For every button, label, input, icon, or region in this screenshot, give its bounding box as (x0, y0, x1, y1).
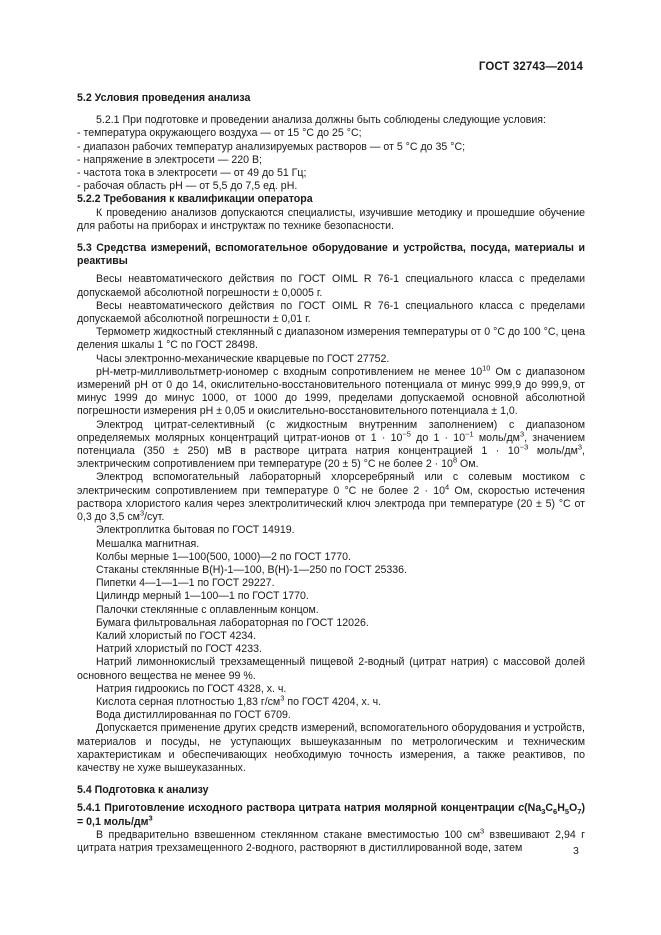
condition-item: - частота тока в электросети — от 49 до 51 Гц; (77, 167, 307, 180)
equipment-item: Цилиндр мерный 1—100—1 по ГОСТ 1770. (96, 590, 309, 603)
equipment-item: Электроплитка бытовая по ГОСТ 14919. (96, 524, 295, 537)
equipment-item: Бумага фильтровальная лабораторная по ГОСТ 12026. (96, 616, 369, 629)
paragraph-aux-electrode: Электрод вспомогательный лабораторный хлорсеребряный или с солевым мостиком с электрическим сопротивлением при температуре 0 °С не более $2 \cdot 10^4$ Ом, скоростью истечения раствора хлористого калия через электролитический ключ электрода при температуре (20 ± 5) °С от 0,3 до 3,5 $см^3$/сут. (77, 471, 585, 524)
section-5-2-2-title: 5.2.2 Требования к квалификации оператора (77, 193, 313, 206)
document-body (77, 92, 585, 855)
equipment-item: Пипетки 4—1—1—1 по ГОСТ 29227. (96, 577, 275, 590)
paragraph: Термометр жидкостный стеклянный с диапазоном измерения температуры от 0 °С до 100 °С, цена деления шкалы 1 °С по ГОСТ 28498. (77, 326, 585, 352)
equipment-item: Натрий хлористый по ГОСТ 4233. (96, 643, 262, 656)
paragraph: Часы электронно-механические кварцевые по ГОСТ 27752. (96, 352, 390, 365)
paragraph: Натрий лимоннокислый трехзамещенный пищевой 2-водный (цитрат натрия) с массовой долей основного вещества не менее 99 %. (77, 656, 585, 682)
section-5-4-1-title: 5.4.1 Приготовление исходного раствора цитрата натрия молярной концентрации $c(Na_3C_6H_5O_7) = 0,1$ моль/$дм^3$ (77, 802, 585, 828)
equipment-item: Стаканы стеклянные В(Н)-1—100, В(Н)-1—250 по ГОСТ 25336. (96, 563, 408, 576)
equipment-item: Колбы мерные 1—100(500, 1000)—2 по ГОСТ 1770. (96, 550, 351, 563)
equipment-item: Калий хлористый по ГОСТ 4234. (96, 629, 257, 642)
equipment-item: Мешалка магнитная. (96, 537, 200, 550)
section-5-4-title: 5.4 Подготовка к анализу (77, 784, 209, 797)
paragraph: Натрия гидроокись по ГОСТ 4328, х. ч. (96, 682, 287, 695)
section-5-3-title: 5.3 Средства измерений, вспомогательное оборудование и устройства, посуда, материалы и реактивы (77, 242, 585, 268)
condition-item: - напряжение в электросети — 220 В; (77, 153, 262, 166)
paragraph-ph-meter: рН-метр-милливольтметр-иономер с входным сопротивлением не менее $10^{10}$ Ом с диапазоном измерений рН от 0 до 14, окислительно-восстановительного потенциала от минус 999,9 до 999,9, от минус 1999 до минус 1000, от 1000 до 1999, пределами допускаемой основной абсолютной погрешности измерения рН ± 0,05 и окислительно-восстановительного потенциала ± 1,0. (77, 363, 586, 418)
condition-item: - рабочая область рН — от 5,5 до 7,5 ед. рН. (77, 180, 298, 193)
paragraph: Кислота серная плотностью 1,83 $г/см^3$ по ГОСТ 4204, х. ч. (96, 693, 382, 708)
section-5-2-2-text: К проведению анализов допускаются специалисты, изучившие методику и прошедшие обучение для работы на приборах и инструктаж по технике безопасности. (77, 206, 585, 232)
paragraph: Весы неавтоматического действия по ГОСТ OIML R 76-1 специального класса с пределами допускаемой абсолютной погрешности ± 0,0005 г. (77, 273, 585, 299)
section-5-2-1-intro: 5.2.1 При подготовке и проведении анализа должны быть соблюдены следующие условия: (96, 114, 546, 127)
condition-item: - диапазон рабочих температур анализируемых растворов — от 5 °С до 35 °С; (77, 140, 466, 153)
section-5-2-title: 5.2 Условия проведения анализа (77, 92, 251, 104)
condition-item: - температура окружающего воздуха — от 15 °С до 25 °С; (77, 127, 362, 140)
paragraph: Вода дистиллированная по ГОСТ 6709. (96, 709, 291, 722)
paragraph: Весы неавтоматического действия по ГОСТ OIML R 76-1 специального класса с пределами допускаемой абсолютной погрешности ± 0,01 г. (77, 299, 585, 326)
standard-number: ГОСТ 32743—2014 (478, 61, 583, 73)
equipment-item: Палочки стеклянные с оплавленным концом. (96, 603, 319, 616)
paragraph: В предварительно взвешенном стеклянном стакане вместимостью 100 $см^3$ взвешивают 2,94 г цитрата натрия трехзамещенного 2-водного, растворяют в дистиллированной воде, затем (77, 826, 585, 854)
paragraph: Допускается применение других средств измерений, вспомогательного оборудования и устройств, материалов и посуды, не уступающих вышеуказанным по метрологическим и техническим характеристикам и обеспечивающих необходимую точность измерения, а также реактивов, по качеству не хуже вышеуказанных. (77, 722, 585, 774)
page-number: 3 (573, 845, 579, 857)
paragraph-citrate-electrode: Электрод цитрат-селективный (с жидкостным внутренним заполнением) с диапазоном определяемых молярных концентраций цитрат-ионов от $1 \cdot 10^{-5}$ до $1 \cdot 10^{-1}$ моль/$дм^3$, значением потенциала (350 ± 250) мВ в растворе цитрата натрия концентрацией $1 \cdot 10^{-3}$ моль/$дм^3$, электрическим сопротивлением при температуре (20 ± 5) °С не более $2 \cdot 10^8$ Ом. (77, 418, 585, 471)
